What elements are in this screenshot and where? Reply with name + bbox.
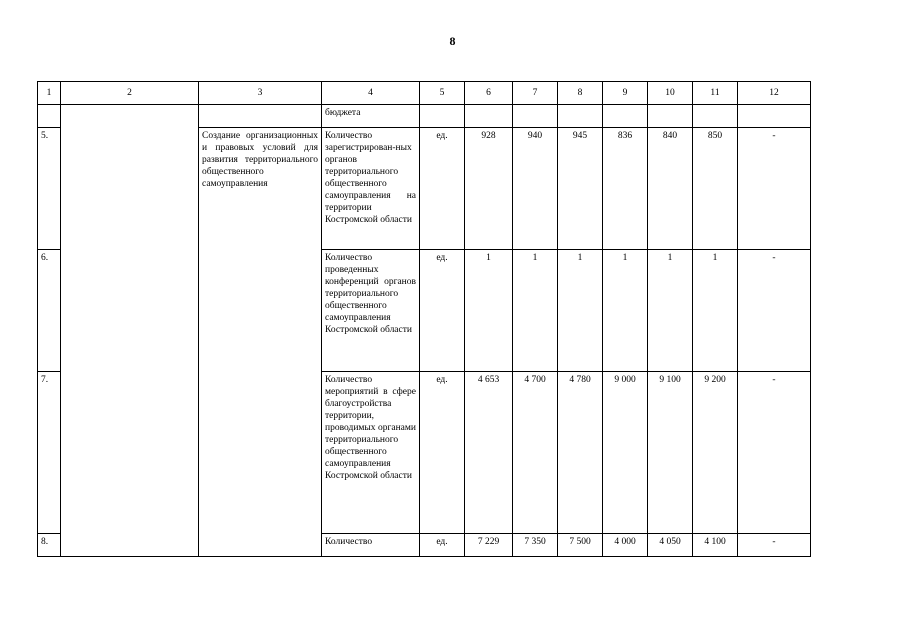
value-cell: - [738, 372, 811, 534]
header-cell: 2 [61, 82, 199, 105]
indicator-cell: Количество мероприятий в сфере благоустройства территории, проводимых органами территориального общественного самоуправления Костромской области [322, 372, 420, 534]
value-cell: 7 350 [513, 534, 558, 557]
value-cell: 4 700 [513, 372, 558, 534]
value-cell: - [738, 534, 811, 557]
value-cell: 840 [648, 128, 693, 250]
row-number-cell [38, 105, 61, 128]
value-cell: 940 [513, 128, 558, 250]
row-number-cell: 7. [38, 372, 61, 534]
header-cell: 8 [558, 82, 603, 105]
indicator-cell: Количество [322, 534, 420, 557]
task-cell [199, 105, 322, 128]
value-cell: 9 000 [603, 372, 648, 534]
row-number-cell: 6. [38, 250, 61, 372]
header-cell: 3 [199, 82, 322, 105]
value-cell: 7 229 [465, 534, 513, 557]
table-row [38, 105, 811, 128]
value-cell: - [738, 128, 811, 250]
unit-cell: ед. [420, 372, 465, 534]
value-cell: 1 [693, 250, 738, 372]
header-cell: 6 [465, 82, 513, 105]
value-cell: 1 [558, 250, 603, 372]
header-cell: 12 [738, 82, 811, 105]
value-cell: 1 [603, 250, 648, 372]
unit-cell: ед. [420, 534, 465, 557]
value-cell: 7 500 [558, 534, 603, 557]
header-cell: 11 [693, 82, 738, 105]
value-cell: 836 [603, 128, 648, 250]
header-cell: 10 [648, 82, 693, 105]
unit-cell: ед. [420, 128, 465, 250]
value-cell: - [738, 250, 811, 372]
task-cell: Создание организационных и правовых условий для развития территориального общественного самоуправления [199, 128, 322, 557]
value-cell: 945 [558, 128, 603, 250]
header-cell: 7 [513, 82, 558, 105]
column-number-row [38, 82, 811, 105]
header-cell: 4 [322, 82, 420, 105]
value-cell: 1 [465, 250, 513, 372]
row-number-cell: 8. [38, 534, 61, 557]
header-cell: 9 [603, 82, 648, 105]
value-cell: 4 100 [693, 534, 738, 557]
page-number: 8 [449, 34, 456, 48]
indicator-cell: бюджета [322, 105, 420, 128]
value-cell: 850 [693, 128, 738, 250]
header-cell: 1 [38, 82, 61, 105]
value-cell: 1 [513, 250, 558, 372]
value-cell: 928 [465, 128, 513, 250]
header-cell: 5 [420, 82, 465, 105]
unit-cell: ед. [420, 250, 465, 372]
value-cell: 9 200 [693, 372, 738, 534]
row-number-cell: 5. [38, 128, 61, 250]
program-name-cell [61, 105, 199, 557]
value-cell: 4 780 [558, 372, 603, 534]
indicators-table [37, 81, 811, 557]
value-cell: 4 050 [648, 534, 693, 557]
indicator-cell: Количество проведенных конференций органов территориального общественного самоуправления Костромской области [322, 250, 420, 372]
indicator-cell: Количество зарегистрирован-ных органов территориального общественного самоуправления на территории Костромской области [322, 128, 420, 250]
value-cell: 9 100 [648, 372, 693, 534]
value-cell: 1 [648, 250, 693, 372]
value-cell: 4 653 [465, 372, 513, 534]
value-cell: 4 000 [603, 534, 648, 557]
